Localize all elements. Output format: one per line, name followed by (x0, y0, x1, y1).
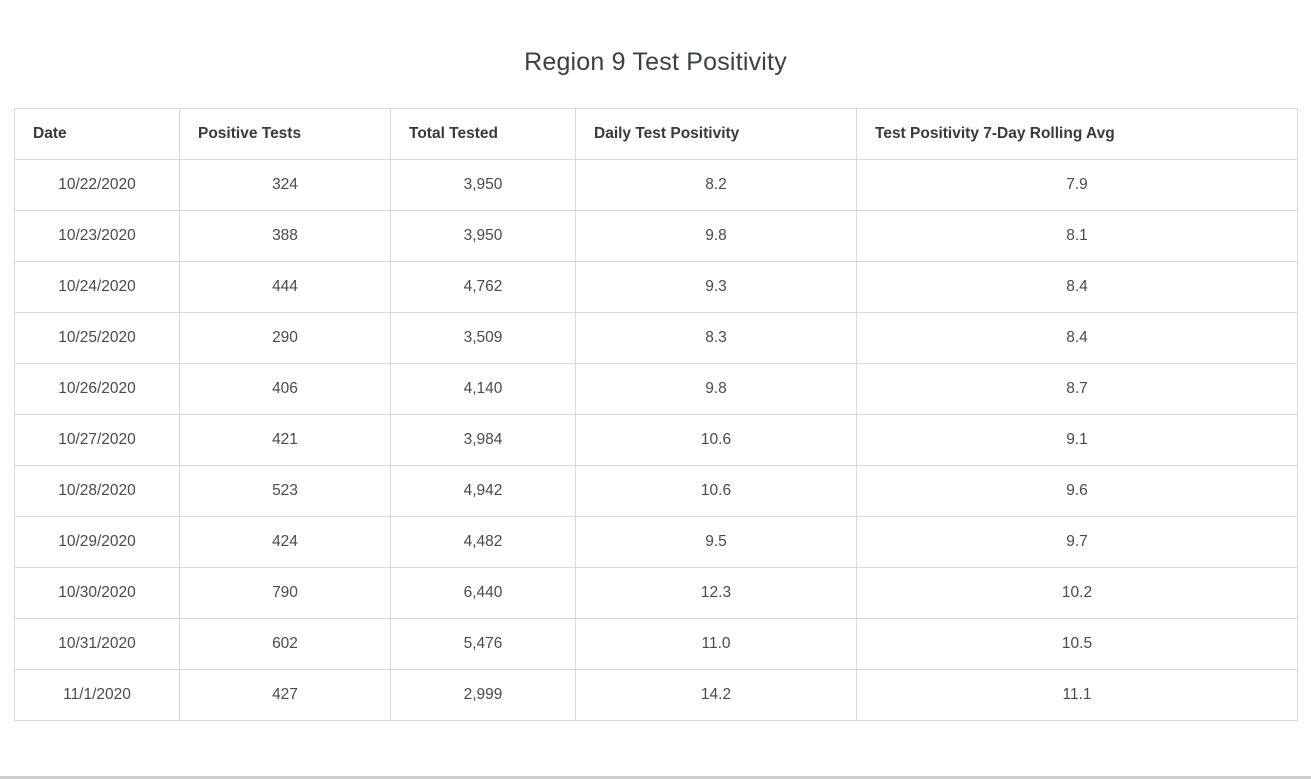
cell-rolling-avg: 8.1 (857, 211, 1298, 262)
cell-rolling-avg: 7.9 (857, 160, 1298, 211)
table-container (14, 108, 1297, 721)
cell-daily-positivity: 8.3 (576, 313, 857, 364)
cell-date: 10/28/2020 (15, 466, 180, 517)
table-row (15, 415, 1298, 466)
cell-daily-positivity: 14.2 (576, 670, 857, 721)
cell-date: 10/25/2020 (15, 313, 180, 364)
table-body (15, 160, 1298, 721)
cell-daily-positivity: 9.8 (576, 364, 857, 415)
cell-total-tested: 6,440 (391, 568, 576, 619)
column-header-rolling-avg: Test Positivity 7-Day Rolling Avg (857, 109, 1298, 160)
cell-daily-positivity: 9.5 (576, 517, 857, 568)
cell-daily-positivity: 10.6 (576, 415, 857, 466)
page-title: Region 9 Test Positivity (524, 48, 787, 76)
cell-daily-positivity: 12.3 (576, 568, 857, 619)
table-row (15, 517, 1298, 568)
column-header-total-tested: Total Tested (391, 109, 576, 160)
cell-rolling-avg: 10.5 (857, 619, 1298, 670)
cell-total-tested: 5,476 (391, 619, 576, 670)
column-header-date: Date (15, 109, 180, 160)
cell-date: 10/27/2020 (15, 415, 180, 466)
table-row (15, 670, 1298, 721)
cell-daily-positivity: 9.8 (576, 211, 857, 262)
cell-date: 10/22/2020 (15, 160, 180, 211)
cell-positive-tests: 424 (180, 517, 391, 568)
cell-positive-tests: 602 (180, 619, 391, 670)
cell-rolling-avg: 8.4 (857, 262, 1298, 313)
table-row (15, 211, 1298, 262)
cell-positive-tests: 790 (180, 568, 391, 619)
cell-rolling-avg: 10.2 (857, 568, 1298, 619)
column-header-positive-tests: Positive Tests (180, 109, 391, 160)
table-row (15, 262, 1298, 313)
cell-positive-tests: 444 (180, 262, 391, 313)
cell-rolling-avg: 8.7 (857, 364, 1298, 415)
column-header-daily-test-positivity: Daily Test Positivity (576, 109, 857, 160)
cell-positive-tests: 421 (180, 415, 391, 466)
cell-date: 10/26/2020 (15, 364, 180, 415)
cell-positive-tests: 523 (180, 466, 391, 517)
table-header (15, 109, 1298, 160)
cell-total-tested: 3,950 (391, 211, 576, 262)
cell-positive-tests: 324 (180, 160, 391, 211)
cell-total-tested: 3,950 (391, 160, 576, 211)
cell-date: 10/31/2020 (15, 619, 180, 670)
cell-total-tested: 4,762 (391, 262, 576, 313)
cell-total-tested: 3,509 (391, 313, 576, 364)
cell-date: 10/24/2020 (15, 262, 180, 313)
table-row (15, 364, 1298, 415)
cell-positive-tests: 427 (180, 670, 391, 721)
cell-rolling-avg: 8.4 (857, 313, 1298, 364)
cell-rolling-avg: 9.7 (857, 517, 1298, 568)
cell-daily-positivity: 9.3 (576, 262, 857, 313)
table-row (15, 160, 1298, 211)
cell-date: 10/23/2020 (15, 211, 180, 262)
cell-date: 10/29/2020 (15, 517, 180, 568)
cell-total-tested: 3,984 (391, 415, 576, 466)
cell-rolling-avg: 9.6 (857, 466, 1298, 517)
cell-daily-positivity: 10.6 (576, 466, 857, 517)
cell-rolling-avg: 11.1 (857, 670, 1298, 721)
cell-total-tested: 4,942 (391, 466, 576, 517)
cell-total-tested: 2,999 (391, 670, 576, 721)
table-row (15, 619, 1298, 670)
table-row (15, 466, 1298, 517)
cell-daily-positivity: 11.0 (576, 619, 857, 670)
table-header-row (15, 109, 1298, 160)
cell-total-tested: 4,140 (391, 364, 576, 415)
test-positivity-table (14, 108, 1298, 721)
cell-rolling-avg: 9.1 (857, 415, 1298, 466)
cell-daily-positivity: 8.2 (576, 160, 857, 211)
cell-date: 11/1/2020 (15, 670, 180, 721)
cell-positive-tests: 406 (180, 364, 391, 415)
cell-positive-tests: 388 (180, 211, 391, 262)
cell-date: 10/30/2020 (15, 568, 180, 619)
table-row (15, 568, 1298, 619)
cell-total-tested: 4,482 (391, 517, 576, 568)
table-row (15, 313, 1298, 364)
card-bottom-edge (0, 766, 1311, 776)
cell-positive-tests: 290 (180, 313, 391, 364)
